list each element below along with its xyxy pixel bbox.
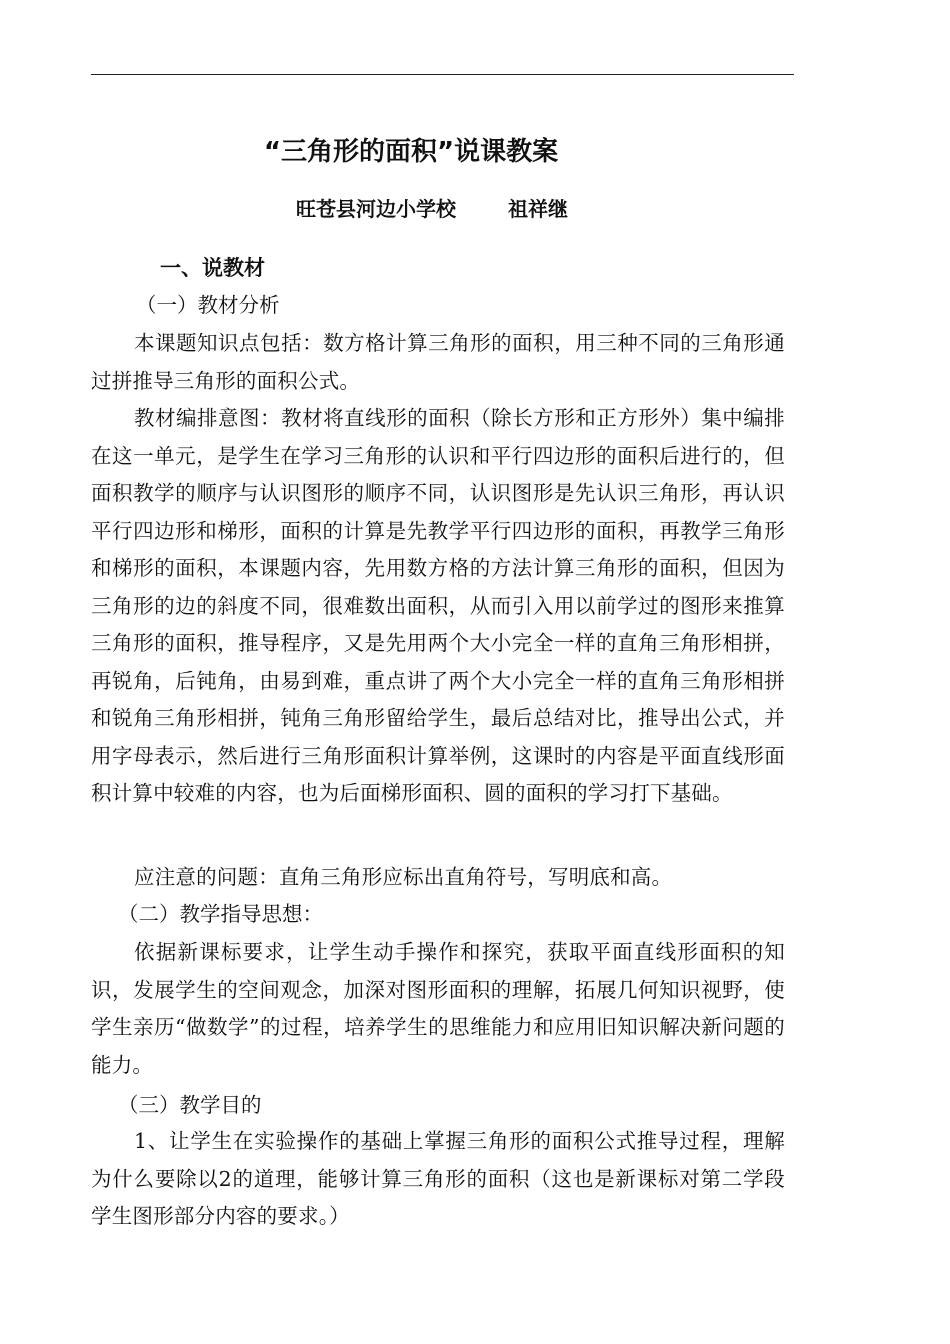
school-name: 旺苍县河边小学校 [296, 197, 456, 221]
subsection-heading: （三）教学目的 [118, 1093, 262, 1117]
author-line [296, 194, 568, 224]
subsection-heading: （二）教学指导思想： [118, 902, 323, 926]
author-name: 祖祥继 [508, 197, 568, 221]
paragraph: 依据新课标要求，让学生动手操作和探究，获取平面直线形面积的知识，发展学生的空间观念，加深对图形面积的理解，拓展几何知识视野，使学生亲历“做数学”的过程，培养学生的思维能力和应用旧知识解决新问题的能力。 [91, 940, 785, 1077]
section-heading: 一、说教材 [160, 256, 265, 280]
header-rule [91, 74, 794, 75]
paragraph: 1、让学生在实验操作的基础上掌握三角形的面积公式推导过程，理解为什么要除以2的道理，能够计算三角形的面积（这也是新课标对第二学段学生图形部分内容的要求。） [91, 1129, 785, 1228]
document-title: “三角形的面积”说课教案 [263, 137, 559, 167]
paragraph: 教材编排意图：教材将直线形的面积（除长方形和正方形外）集中编排在这一单元，是学生在学习三角形的认识和平行四边形的面积后进行的，但面积教学的顺序与认识图形的顺序不同，认识图形是先认识三角形，再认识平行四边形和梯形，面积的计算是先教学平行四边形的面积，再教学三角形和梯形的面积，本课题内容，先用数方格的方法计算三角形的面积，但因为三角形的边的斜度不同，很难数出面积，从而引入用以前学过的图形来推算三角形的面积，推导程序，又是先用两个大小完全一样的直角三角形相拼，再锐角，后钝角，由易到难，重点讲了两个大小完全一样的直角三角形相拼和锐角三角形相拼，钝角三角形留给学生，最后总结对比，推导出公式，并用字母表示，然后进行三角形面积计算举例，这课时的内容是平面直线形面积计算中较难的内容，也为后面梯形面积、圆的面积的学习打下基础。 [91, 406, 785, 805]
subsection-heading: （一）教材分析 [136, 293, 280, 317]
paragraph: 应注意的问题：直角三角形应标出直角符号，写明底和高。 [134, 865, 673, 889]
paragraph: 本课题知识点包括：数方格计算三角形的面积，用三种不同的三角形通过拼推导三角形的面积公式。 [91, 331, 785, 393]
